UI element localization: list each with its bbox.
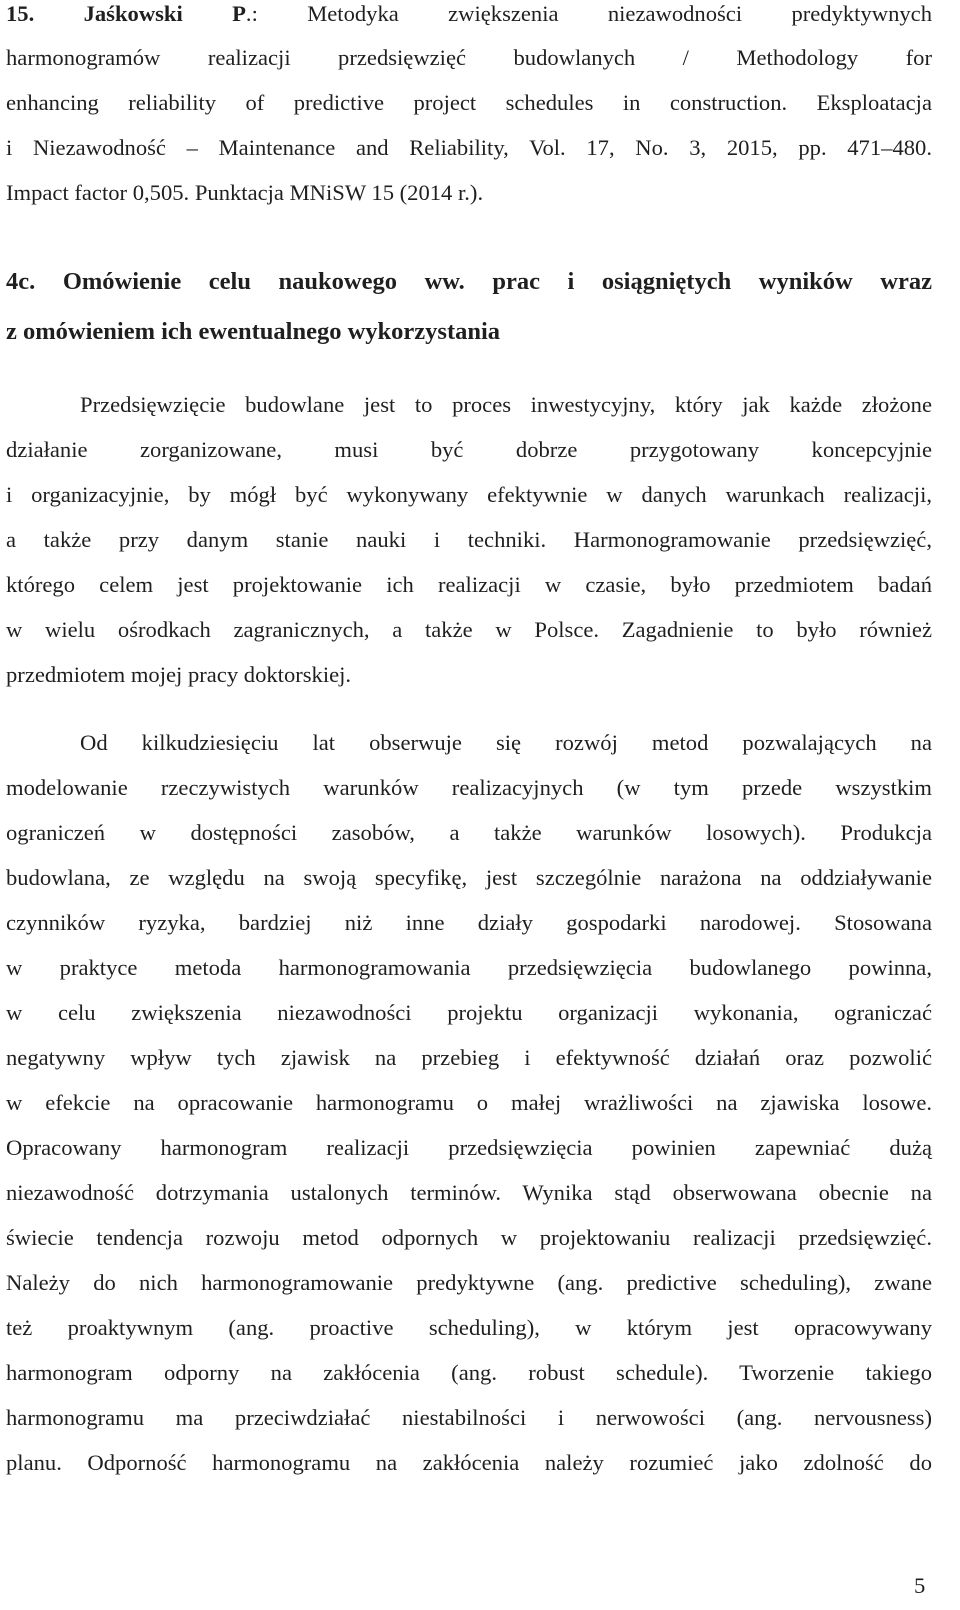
reference-line: harmonogramów realizacji przedsięwzięć budowlanych / Methodology for — [6, 45, 932, 70]
paragraph-line: w efekcie na opracowanie harmonogramu o małej wrażliwości na zjawiska losowe. — [6, 1090, 932, 1115]
reference-entry-line-1 — [6, 0, 932, 28]
paragraph-line: świecie tendencja rozwoju metod odpornych w projektowaniu realizacji przedsięwzięć. — [6, 1225, 932, 1250]
paragraph-line: Od kilkudziesięciu lat obserwuje się rozwój metod pozwalających na — [80, 730, 932, 755]
paragraph-line: i organizacyjnie, by mógł być wykonywany efektywnie w danych warunkach realizacji, — [6, 482, 932, 507]
paragraph-line: budowlana, ze względu na swoją specyfikę, jest szczególnie narażona na oddziaływanie — [6, 865, 932, 890]
paragraph-line: w praktyce metoda harmonogramowania przedsięwzięcia budowlanego powinna, — [6, 955, 932, 980]
reference-number: 15. — [6, 1, 35, 26]
paragraph-line: harmonogramu ma przeciwdziałać niestabilności i nerwowości (ang. nervousness) — [6, 1405, 932, 1430]
reference-author: Jaśkowski P — [83, 1, 246, 26]
paragraph-line: też proaktywnym (ang. proactive scheduling), w którym jest opracowywany — [6, 1315, 932, 1340]
paragraph-line: przedmiotem mojej pracy doktorskiej. — [6, 662, 352, 687]
paragraph-line: a także przy danym stanie nauki i techniki. Harmonogramowanie przedsięwzięć, — [6, 527, 932, 552]
paragraph-line: czynników ryzyka, bardziej niż inne działy gospodarki narodowej. Stosowana — [6, 910, 932, 935]
paragraph-line: w celu zwiększenia niezawodności projektu organizacji wykonania, ograniczać — [6, 1000, 932, 1025]
paragraph-line: niezawodność dotrzymania ustalonych terminów. Wynika stąd obserwowana obecnie na — [6, 1180, 932, 1205]
section-heading-line-2: z omówieniem ich ewentualnego wykorzystania — [6, 318, 501, 345]
paragraph-line: ograniczeń w dostępności zasobów, a także warunków losowych). Produkcja — [6, 820, 932, 845]
paragraph-line: w wielu ośrodkach zagranicznych, a także w Polsce. Zagadnienie to było również — [6, 617, 932, 642]
paragraph-line: którego celem jest projektowanie ich realizacji w czasie, było przedmiotem badań — [6, 572, 932, 597]
paragraph-line: Opracowany harmonogram realizacji przedsięwzięcia powinien zapewniać dużą — [6, 1135, 932, 1160]
paragraph-line: harmonogram odporny na zakłócenia (ang. robust schedule). Tworzenie takiego — [6, 1360, 932, 1385]
paragraph-line: Należy do nich harmonogramowanie predyktywne (ang. predictive scheduling), zwane — [6, 1270, 932, 1295]
paragraph-line: modelowanie rzeczywistych warunków realizacyjnych (w tym przede wszystkim — [6, 775, 932, 800]
paragraph-line: Przedsięwzięcie budowlane jest to proces inwestycyjny, który jak każde złożone — [80, 392, 932, 417]
paragraph-line: planu. Odporność harmonogramu na zakłócenia należy rozumieć jako zdolność do — [6, 1450, 932, 1475]
page-number: 5 — [914, 1573, 926, 1598]
paragraph-line: działanie zorganizowane, musi być dobrze przygotowany koncepcyjnie — [6, 437, 932, 462]
reference-line: i Niezawodność – Maintenance and Reliability, Vol. 17, No. 3, 2015, pp. 471–480. — [6, 135, 932, 160]
reference-title-part: Metodyka zwiększenia niezawodności predyktywnych — [307, 1, 932, 26]
reference-line: enhancing reliability of predictive project schedules in construction. Eksploatacja — [6, 90, 932, 115]
reference-line: Impact factor 0,505. Punktacja MNiSW 15 (2014 r.). — [6, 180, 484, 205]
paragraph-line: negatywny wpływ tych zjawisk na przebieg i efektywność działań oraz pozwolić — [6, 1045, 932, 1070]
reference-colon: .: — [245, 1, 258, 26]
section-heading-line-1: 4c. Omówienie celu naukowego ww. prac i osiągniętych wyników wraz — [6, 268, 932, 295]
